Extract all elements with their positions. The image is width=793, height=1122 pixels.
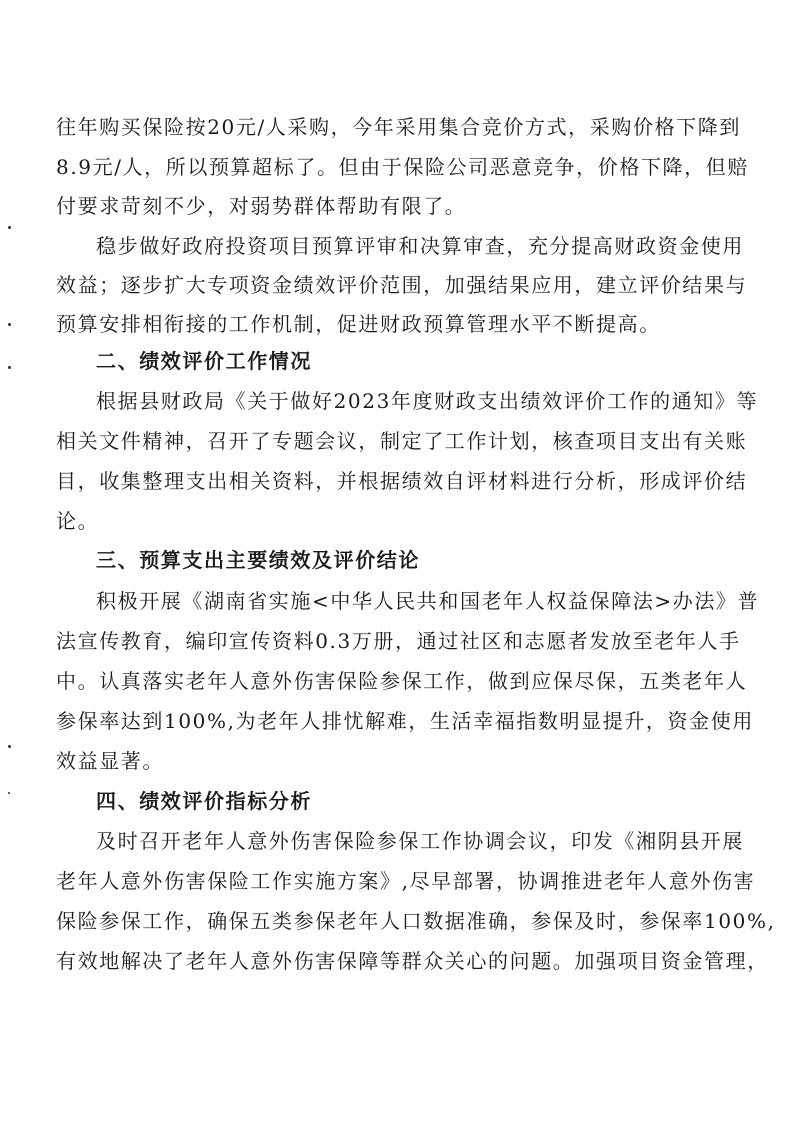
paragraph-line: 法宣传教育，编印宣传资料0.3万册，通过社区和志愿者发放至老年人手 xyxy=(56,629,741,653)
paragraph-line: 效益；逐步扩大专项资金绩效评价范围，加强结果应用，建立评价结果与 xyxy=(56,273,748,297)
scan-speck xyxy=(8,745,11,748)
paragraph-line: 论。 xyxy=(56,509,100,533)
paragraph-line: 稳步做好政府投资项目预算评审和决算审查，充分提高财政资金使用 xyxy=(96,234,744,258)
paragraph-line: 往年购买保险按20元/人采购，今年采用集合竞价方式，采购价格下降到 xyxy=(56,115,741,139)
paragraph-line: 效益显著。 xyxy=(56,749,164,773)
paragraph-line: 中。认真落实老年人意外伤害保险参保工作，做到应保尽保，五类老年人 xyxy=(56,669,748,693)
section-heading-3: 三、预算支出主要绩效及评价结论 xyxy=(96,548,420,572)
paragraph-line: 相关文件精神，召开了专题会议，制定了工作计划，核查项目支出有关账 xyxy=(56,429,748,453)
paragraph-line: 参保率达到100%,为老年人排忧解难，生活幸福指数明显提升，资金使用 xyxy=(56,709,754,733)
paragraph-line: 有效地解决了老年人意外伤害保障等群众关心的问题。加强项目资金管理， xyxy=(56,949,769,973)
paragraph-line: 老年人意外伤害保险工作实施方案》,尽早部署，协调推进老年人意外伤害 xyxy=(56,869,756,893)
scan-speck xyxy=(8,226,11,229)
scan-speck xyxy=(8,792,10,794)
section-heading-2: 二、绩效评价工作情况 xyxy=(96,349,312,373)
scan-speck xyxy=(8,323,11,326)
paragraph-line: 付要求苛刻不少，对弱势群体帮助有限了。 xyxy=(56,194,467,218)
paragraph-line: 积极开展《湖南省实施<中华人民共和国老年人权益保障法>办法》普 xyxy=(96,589,760,613)
paragraph-line: 8.9元/人，所以预算超标了。但由于保险公司恶意竞争，价格下降，但赔 xyxy=(56,155,749,179)
section-heading-4: 四、绩效评价指标分析 xyxy=(96,789,312,813)
paragraph-line: 根据县财政局《关于做好2023年度财政支出绩效评价工作的通知》等 xyxy=(96,389,759,413)
paragraph-line: 保险参保工作，确保五类参保老年人口数据准确，参保及时，参保率100%, xyxy=(56,909,776,933)
scan-speck xyxy=(8,366,11,369)
paragraph-line: 预算安排相衔接的工作机制，促进财政预算管理水平不断提高。 xyxy=(56,312,661,336)
paragraph-line: 目，收集整理支出相关资料，并根据绩效自评材料进行分析，形成评价结 xyxy=(56,469,748,493)
paragraph-line: 及时召开老年人意外伤害保险参保工作协调会议，印发《湘阴县开展 xyxy=(96,829,744,853)
